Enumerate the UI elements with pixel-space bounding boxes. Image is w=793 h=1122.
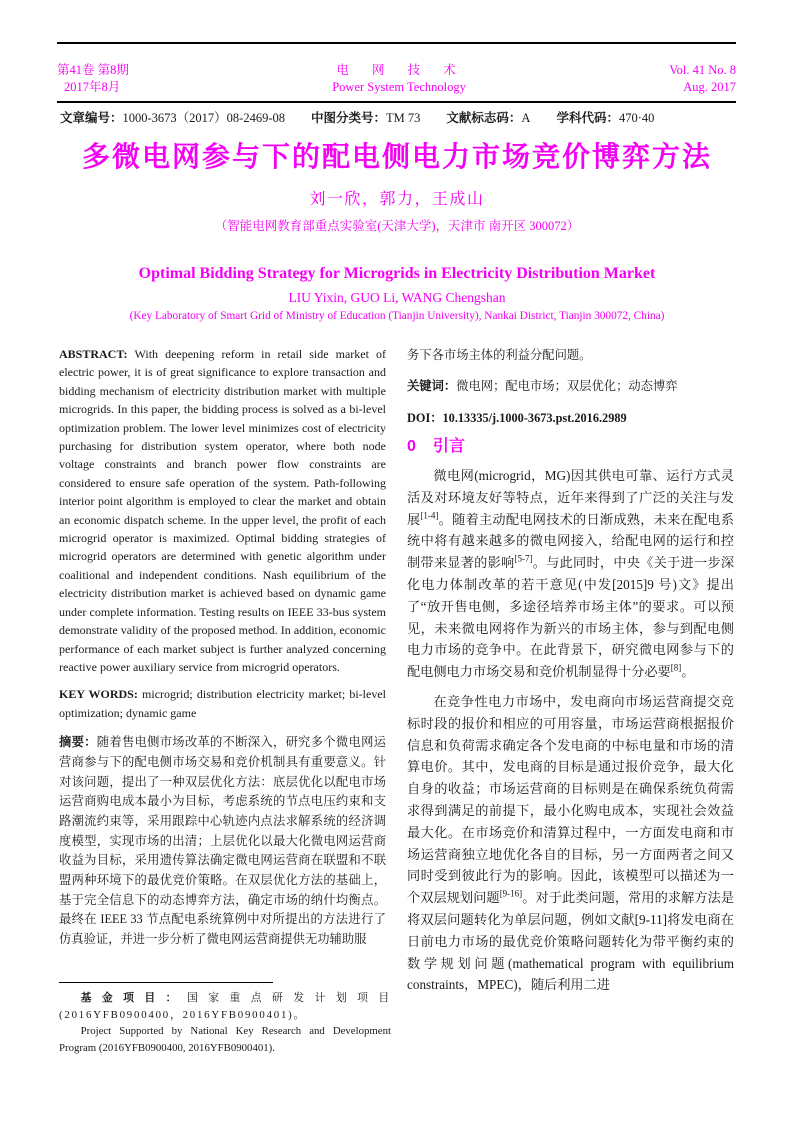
meta-subject-code-label: 学科代码： bbox=[556, 111, 619, 125]
meta-document-code-value: A bbox=[521, 111, 531, 125]
journal-title-block bbox=[332, 62, 466, 96]
meta-subject-code-value: 470·40 bbox=[618, 111, 655, 125]
keywords-cn: 关键词：微电网；配电市场；双层优化；动态博弈 bbox=[407, 379, 678, 393]
section-title: 引言 bbox=[432, 438, 465, 455]
meta-document-code-label: 文献标志码： bbox=[446, 111, 522, 125]
meta-document-code bbox=[446, 108, 530, 126]
meta-clc-number-label: 中图分类号： bbox=[311, 111, 387, 125]
right-column bbox=[407, 345, 734, 1062]
journal-date-en: Aug. 2017 bbox=[683, 80, 736, 94]
meta-subject-code bbox=[556, 108, 654, 126]
left-column bbox=[59, 345, 386, 985]
article-title-cn: 多微电网参与下的配电侧电力市场竞价博弈方法 bbox=[81, 141, 712, 172]
section-heading-introduction bbox=[407, 437, 734, 457]
keywords-en: KEY WORDS: microgrid; distribution electricity market; bi-level optimization; dynamic game bbox=[59, 687, 386, 720]
header-top-rule bbox=[57, 42, 736, 44]
footnote-area bbox=[59, 982, 391, 1056]
two-column-layout bbox=[59, 345, 735, 1062]
meta-clc-number-value: TM 73 bbox=[386, 111, 421, 125]
journal-volume-issue-cn: 第41卷 第8期 bbox=[57, 63, 129, 77]
journal-volume-block-en bbox=[669, 62, 736, 96]
journal-title-en: Power System Technology bbox=[332, 80, 466, 94]
journal-header bbox=[57, 62, 736, 96]
journal-date-cn: 2017年8月 bbox=[64, 80, 121, 94]
journal-issue-block bbox=[57, 62, 129, 96]
meta-article-number-label: 文章编号： bbox=[60, 111, 123, 125]
doi: DOI：10.13335/j.1000-3673.pst.2016.2989 bbox=[407, 411, 627, 425]
article-affiliation-cn: （智能电网教育部重点实验室(天津大学)，天津市 南开区 300072） bbox=[214, 219, 580, 233]
article-authors-cn: 刘一欣，郭力，王成山 bbox=[309, 191, 485, 208]
article-affiliation-en: (Key Laboratory of Smart Grid of Ministry of Education (Tianjin University), Nankai District, Tianjin 300072, China) bbox=[129, 310, 665, 322]
funding-note-cn: 基金项目：国家重点研发计划项目(2016YFB0900400，2016YFB0900401)。 bbox=[59, 992, 392, 1021]
meta-article-number-value: 1000-3673（2017）08-2469-08 bbox=[122, 111, 286, 125]
header-bottom-rule bbox=[57, 101, 736, 103]
journal-volume-issue-en: Vol. 41 No. 8 bbox=[669, 63, 736, 77]
section-number: 0 bbox=[407, 438, 416, 455]
article-body bbox=[59, 130, 735, 1062]
abstract-cn-continuation: 务下各市场主体的利益分配问题。 bbox=[407, 348, 592, 362]
article-title-en: Optimal Bidding Strategy for Microgrids in Electricity Distribution Market bbox=[138, 265, 656, 282]
abstract-en: ABSTRACT: With deepening reform in retail side market of electric power, it is of great significance to explore transaction and bidding mechanism of electricity distribution market with multiple microgrids. In this paper, the bidding process is solved as a bi-level optimization problem. The lower level minimizes cost of electricity purchasing for distribution system operator, where both node voltage constraints and branch power flow constraints are considered to ensure safe operation of the system. Path-following interior point algorithm is employed to clear the market and obtain an economic dispatch scheme. In the upper level, the profit of each microgrid operator is maximized. Optimal bidding strategies of microgrid operators are determined with genetic algorithm under coalitional and independent conditions. Nash equilibrium of the electricity distribution market is achieved based on dynamic game under complete information. Testing results on IEEE 33-bus system demonstrate validity of the proposed method. In addition, economic performance of each market subject is further analyzed concerning reactive power auxiliary service from microgrid operators. bbox=[59, 347, 386, 674]
journal-title-cn: 电 网 技 术 bbox=[336, 63, 462, 77]
intro-paragraph-2: 在竞争性电力市场中，发电商向市场运营商提交竞标时段的报价和相应的可用容量，市场运营商根据报价信息和负荷需求确定各个发电商的中标电量和市场的清算电价。其中，发电商的目标是通过报价竞争，最大化自身的收益；市场运营商的目标则是在确保系统负荷需求得到满足的前提下，最小化购电成本，实现社会效益最大化。在市场竞价和清算过程中，一方面发电商和市场运营商独立地优化各自的目标，另一方面两者之间又同时受到彼此行为的影响。因此，该模型可以描述为一个双层规划问题[9-16]。对于此类问题，常用的求解方法是将双层问题转化为单层问题，例如文献[9-11]将发电商在日前电力市场的最优竞价策略问题转化为带平衡约束的数学规划问题(mathematical program with equilibrium constraints，MPEC)，随后利用二进 bbox=[407, 693, 734, 993]
article-authors-en: LIU Yixin, GUO Li, WANG Chengshan bbox=[288, 290, 506, 305]
intro-paragraph-1: 微电网(microgrid，MG)因其供电可靠、运行方式灵活及对环境友好等特点，近年来得到了广泛的关注与发展[1-4]。随着主动配电网技术的日渐成熟，未来在配电系统中将有越来越多的微电网接入，给配电网的运行和控制带来显著的影响[5-7]。与此同时，中央《关于进一步深化电力体制改革的若干意见(中发[2015]9 号)文》提出了“放开售电侧，多途径培养市场主体”的要求。可以预见，未来微电网将作为新兴的市场主体，参与到配电侧电力市场的竞争中。在此背景下，研究微电网参与下的配电侧电力市场交易和竞价机制显得十分必要[8]。 bbox=[407, 468, 734, 680]
footnote-rule bbox=[59, 982, 273, 983]
meta-article-number bbox=[60, 108, 285, 126]
article-meta-row bbox=[60, 108, 743, 126]
meta-clc-number bbox=[311, 108, 420, 126]
funding-note-en: Project Supported by National Key Research and Development Program (2016YFB0900400, 2016YFB0900401). bbox=[59, 1025, 391, 1054]
abstract-cn: 摘要：随着售电侧市场改革的不断深入，研究多个微电网运营商参与下的配电侧市场交易和竞价机制具有重要意义。针对该问题，提出了一种双层优化方法：底层优化以配电市场运营商购电成本最小为目标，考虑系统的节点电压约束和支路潮流约束等，采用跟踪中心轨迹内点法求解系统的经济调度模型，实现市场的出清；上层优化以最大化微电网运营商收益为目标，采用遗传算法确定微电网运营商在联盟和不联盟两种环境下的最优竞价策略。在双层优化方法的基础上，基于完全信息下的动态博弈方法，确定市场的纳什均衡点。最终在 IEEE 33 节点配电系统算例中对所提出的方法进行了仿真验证，并进一步分析了微电网运营商提供无功辅助服 bbox=[59, 735, 386, 947]
